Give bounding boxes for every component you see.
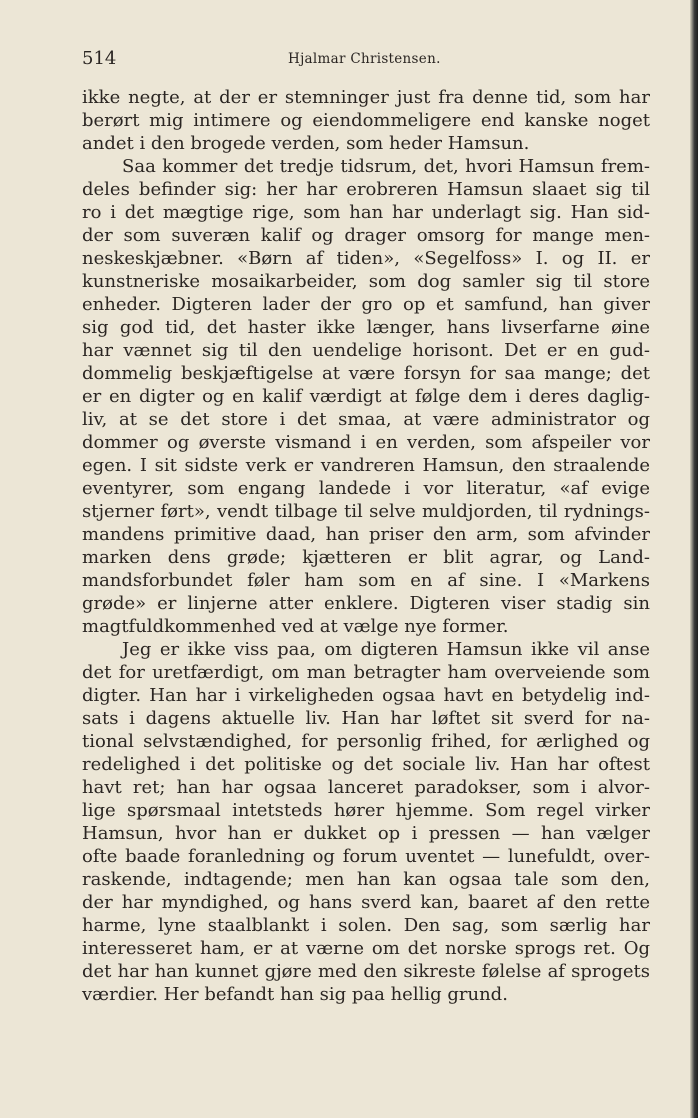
text-line: Saa kommer det tredje tidsrum, det, hvori Hamsun frem-: [122, 156, 650, 177]
text-line: interesseret ham, er at værne om det norske sprogs ret. Og: [82, 938, 650, 959]
text-line: andet i den brogede verden, som heder Hamsun.: [82, 133, 530, 154]
text-line: mandsforbundet føler ham som en af sine. I «Markens: [82, 570, 650, 591]
text-line: Hamsun, hvor han er dukket op i pressen — han vælger: [82, 823, 650, 844]
text-line: stjerner ført», vendt tilbage til selve muldjorden, til rydnings-: [82, 501, 650, 522]
paragraph: [82, 638, 650, 1006]
text-line: enheder. Digteren lader der gro op et samfund, han giver: [82, 294, 650, 315]
paragraph: [82, 86, 650, 155]
text-line: værdier. Her befandt han sig paa hellig grund.: [82, 984, 508, 1005]
body-text: [82, 86, 650, 1006]
text-line: digter. Han har i virkeligheden ogsaa havt en betydelig ind-: [82, 685, 650, 706]
paragraph: [82, 155, 650, 638]
text-line: liv, at se det store i det smaa, at være administrator og: [82, 409, 650, 430]
text-line: sig god tid, det haster ikke længer, hans livserfarne øine: [82, 317, 650, 338]
page-header: [82, 48, 650, 72]
text-line: havt ret; han har ogsaa lanceret paradokser, som i alvor-: [82, 777, 650, 798]
text-line: det for uretfærdigt, om man betragter ham overveiende som: [82, 662, 650, 683]
text-line: sats i dagens aktuelle liv. Han har løftet sit sverd for na-: [82, 708, 650, 729]
text-line: er en digter og en kalif værdigt at følge dem i deres daglig-: [82, 386, 650, 407]
text-line: lige spørsmaal intetsteds hører hjemme. Som regel virker: [82, 800, 650, 821]
text-line: raskende, indtagende; men han kan ogsaa tale som den,: [82, 869, 650, 890]
text-line: egen. I sit sidste verk er vandreren Hamsun, den straalende: [82, 455, 650, 476]
text-line: neskeskjæbner. «Børn af tiden», «Segelfoss» I. og II. er: [82, 248, 650, 269]
text-line: mandens primitive daad, han priser den arm, som afvinder: [82, 524, 650, 545]
text-line: harme, lyne staalblankt i solen. Den sag, som særlig har: [82, 915, 650, 936]
text-line: marken dens grøde; kjætteren er blit agrar, og Land-: [82, 547, 650, 568]
text-line: dommelig beskjæftigelse at være forsyn for saa mange; det: [82, 363, 650, 384]
text-line: deles befinder sig: her har erobreren Hamsun slaaet sig til: [82, 179, 650, 200]
text-line: tional selvstændighed, for personlig frihed, for ærlighed og: [82, 731, 650, 752]
text-line: kunstneriske mosaikarbeider, som dog samler sig til store: [82, 271, 650, 292]
text-line: der har myndighed, og hans sverd kan, baaret af den rette: [82, 892, 650, 913]
text-line: Jeg er ikke viss paa, om digteren Hamsun ikke vil anse: [122, 639, 650, 660]
text-line: magtfuldkommenhed ved at vælge nye former.: [82, 616, 509, 637]
text-line: eventyrer, som engang landede i vor literatur, «af evige: [82, 478, 650, 499]
text-line: dommer og øverste vismand i en verden, som afspeiler vor: [82, 432, 650, 453]
text-line: berørt mig intimere og eiendommeligere end kanske noget: [82, 110, 650, 131]
text-line: der som suveræn kalif og drager omsorg for mange men-: [82, 225, 650, 246]
text-line: har vænnet sig til den uendelige horisont. Det er en gud-: [82, 340, 650, 361]
text-line: det har han kunnet gjøre med den sikreste følelse af sprogets: [82, 961, 650, 982]
page-number: 514: [82, 48, 117, 69]
running-head: Hjalmar Christensen.: [288, 51, 441, 67]
text-line: ofte baade foranledning og forum uventet — lunefuldt, over-: [82, 846, 650, 867]
text-line: ikke negte, at der er stemninger just fra denne tid, som har: [82, 87, 650, 108]
text-line: grøde» er linjerne atter enklere. Digteren viser stadig sin: [82, 593, 650, 614]
text-line: ro i det mægtige rige, som han har underlagt sig. Han sid-: [82, 202, 650, 223]
text-line: redelighed i det politiske og det sociale liv. Han har oftest: [82, 754, 650, 775]
page-edge: [690, 0, 698, 1118]
